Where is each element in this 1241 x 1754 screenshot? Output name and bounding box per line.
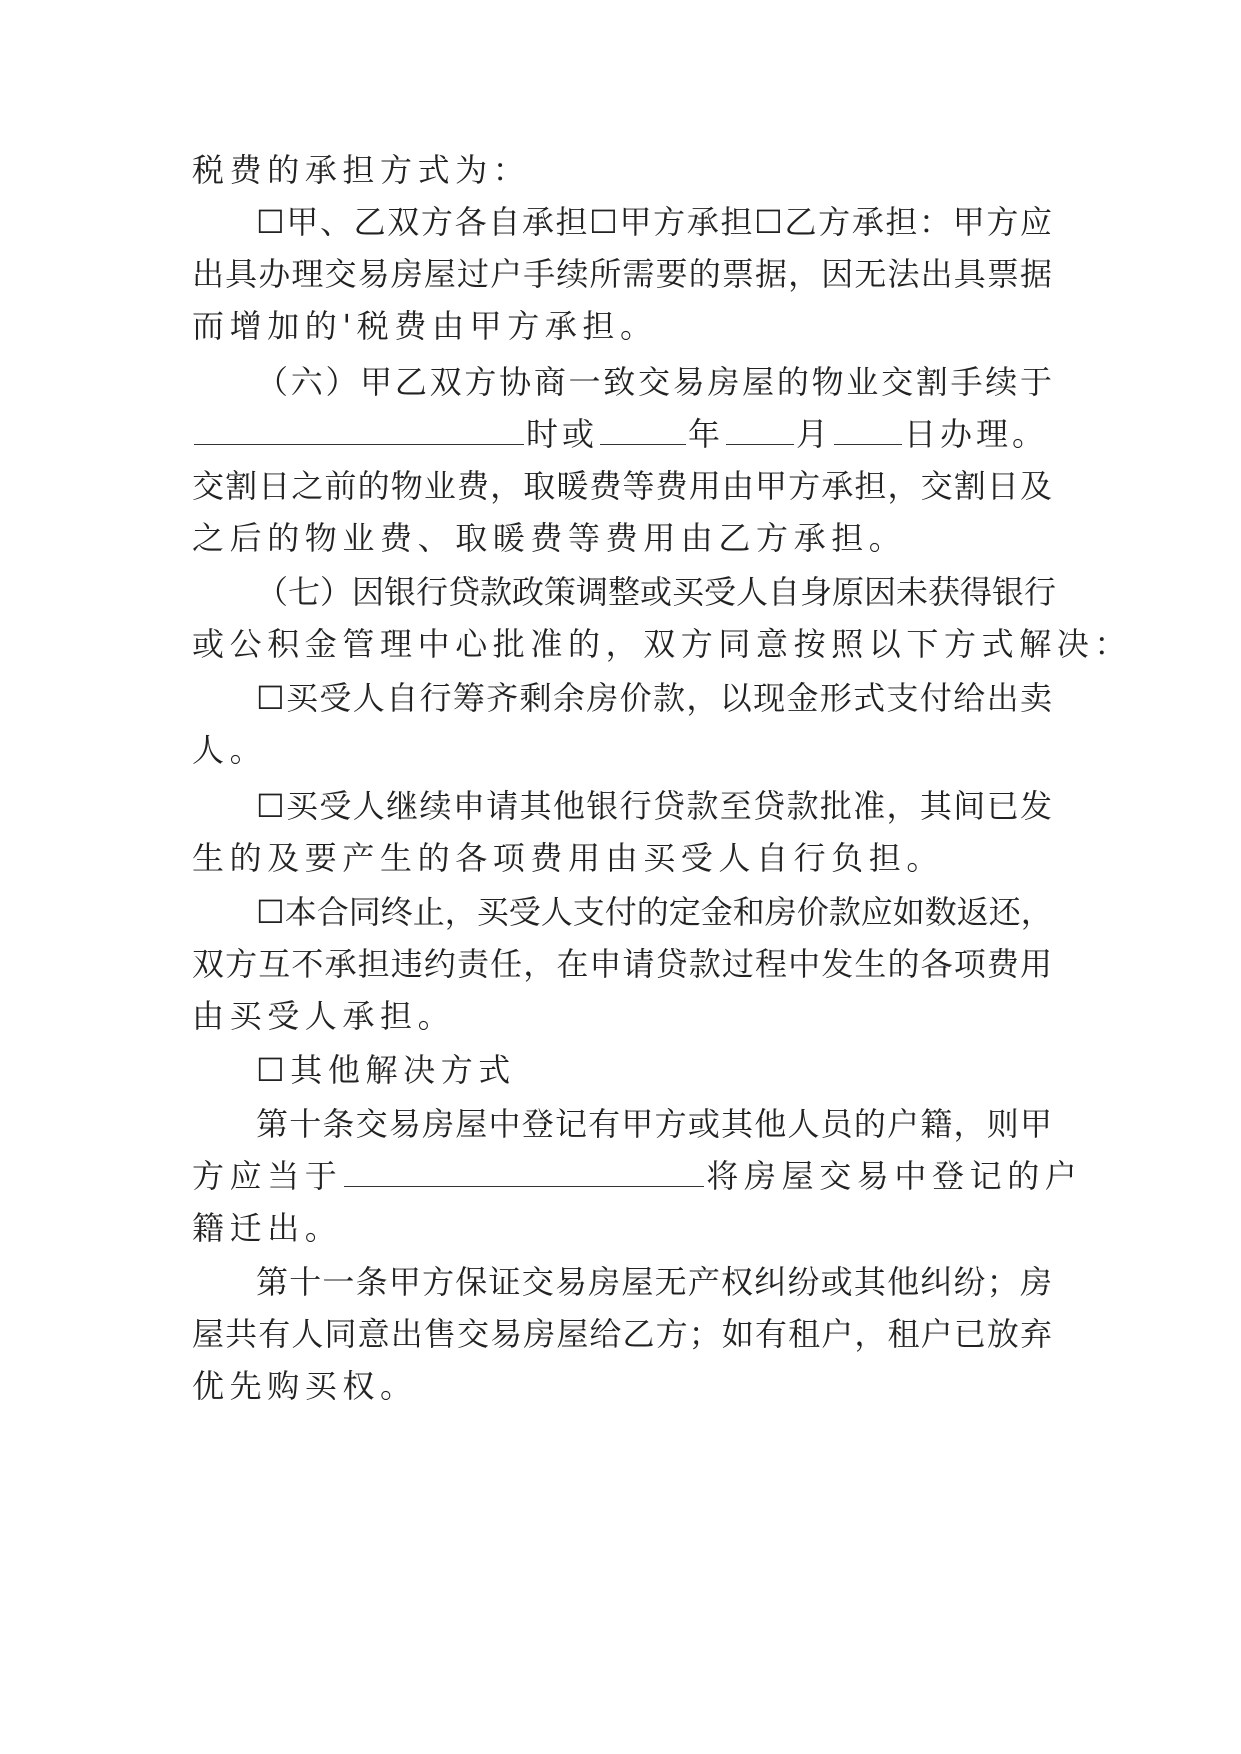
text-segment: 时或	[526, 415, 599, 453]
text-line: 出具办理交易房屋过户手续所需要的票据，因无法出具票据	[192, 255, 1052, 293]
text-line: ☐本合同终止，买受人支付的定金和房价款应如数返还，	[256, 893, 1053, 931]
text-line: 双方互不承担违约责任，在申请贷款过程中发生的各项费用	[192, 945, 1052, 983]
text-line: 之后的物业费、取暖费等费用由乙方承担。	[192, 519, 907, 557]
blank-month[interactable]	[726, 414, 794, 445]
text-line: 交割日之前的物业费，取暖费等费用由甲方承担，交割日及	[192, 467, 1052, 505]
blank-year[interactable]	[600, 414, 686, 445]
text-line: 而增加的'税费由甲方承担。	[192, 307, 658, 345]
text-line: 或公积金管理中心批准的，双方同意按照以下方式解决：	[192, 625, 1133, 663]
text-segment: 日办理。	[904, 415, 1049, 453]
household-blank-line	[192, 1156, 1083, 1196]
text-line: ☐买受人继续申请其他银行贷款至贷款批准，其间已发	[256, 787, 1052, 825]
blank-deadline[interactable]	[344, 1156, 704, 1187]
text-segment: 将房屋交易中登记的户	[706, 1157, 1083, 1195]
text-line: 籍迁出。	[192, 1209, 343, 1247]
text-segment: 月	[796, 415, 833, 453]
blank-day[interactable]	[834, 414, 902, 445]
text-line: 人。	[192, 731, 268, 769]
text-segment: 方应当于	[192, 1157, 343, 1195]
date-blanks-line	[192, 414, 1052, 454]
text-line: ☐买受人自行筹齐剩余房价款，以现金形式支付给出卖	[256, 679, 1052, 717]
text-line: 屋共有人同意出售交易房屋给乙方；如有租户，租户已放弃	[192, 1315, 1052, 1353]
blank-time[interactable]	[194, 414, 524, 445]
text-line: （六）甲乙双方协商一致交易房屋的物业交割手续于	[256, 363, 1052, 401]
text-line: 由买受人承担。	[192, 997, 456, 1035]
text-line: （七）因银行贷款政策调整或买受人自身原因未获得银行	[256, 573, 1057, 611]
text-line: 税费的承担方式为：	[192, 151, 531, 189]
text-line: 第十条交易房屋中登记有甲方或其他人员的户籍，则甲	[256, 1105, 1052, 1143]
text-line: 优先购买权。	[192, 1367, 418, 1405]
text-line: ☐其他解决方式	[256, 1051, 516, 1089]
text-line: ☐甲、乙双方各自承担☐甲方承担☐乙方承担：甲方应	[256, 203, 1052, 241]
text-line: 第十一条甲方保证交易房屋无产权纠纷或其他纠纷；房	[256, 1263, 1052, 1301]
text-line: 生的及要产生的各项费用由买受人自行负担。	[192, 839, 945, 877]
text-segment: 年	[688, 415, 725, 453]
